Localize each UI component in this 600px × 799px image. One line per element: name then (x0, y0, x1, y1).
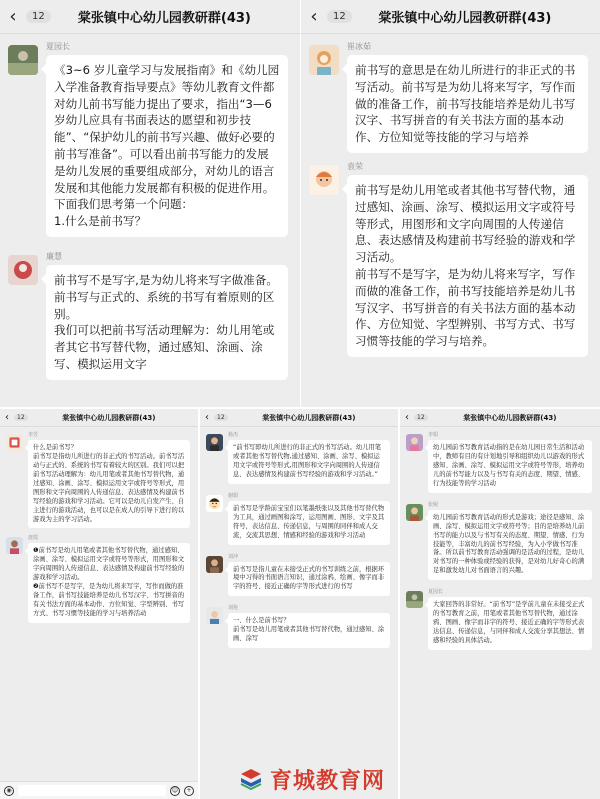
message-bubble[interactable]: 幼儿园前书写教育活动指的是在幼儿园日常生活和活动中，教师有目的有计划地引导和组织幼儿以游戏的形式感知、涂画、涂写、模拟运用文字或符号等形，培养幼儿的前书写能力以及与书写有关的态度、期望、情感、行为技能等的学习活动 (428, 440, 592, 493)
sender-name: 夏园长 (46, 42, 70, 51)
avatar[interactable] (206, 607, 223, 624)
sender-name: 张妮 (428, 501, 439, 508)
avatar[interactable] (8, 45, 38, 75)
avatar[interactable] (8, 255, 38, 285)
avatar[interactable] (406, 591, 423, 608)
message (200, 431, 398, 484)
back-icon[interactable]: ‹ (405, 411, 409, 423)
unread-count-badge[interactable]: 12 (26, 10, 51, 23)
chat-header (0, 409, 198, 427)
avatar[interactable] (406, 434, 423, 451)
back-icon[interactable]: ‹ (9, 5, 17, 27)
sender-name: 夏园长 (428, 589, 444, 596)
back-icon[interactable]: ‹ (310, 5, 318, 27)
message-list[interactable] (301, 35, 600, 407)
sender-name: 唐霞 (28, 535, 39, 542)
avatar[interactable] (206, 556, 223, 573)
message-list[interactable] (200, 428, 398, 799)
message (400, 431, 600, 493)
back-icon[interactable]: ‹ (205, 411, 209, 423)
message (200, 492, 398, 545)
message (400, 588, 600, 650)
unread-count-badge[interactable]: 12 (327, 10, 352, 23)
input-bar (0, 781, 198, 799)
chat-header (200, 409, 398, 427)
message-bubble[interactable]: 前书写不是写字,是为幼儿将来写字做准备。前书写与正式的、系统的书写有着原则的区别。 我们可以把前书写活动理解为：幼儿用笔或者其它书写替代物，通过感知、涂画、涂写、模拟运用文字 (46, 265, 288, 380)
sender-name: 崔冰茹 (347, 42, 371, 51)
avatar[interactable] (309, 45, 339, 75)
message-bubble[interactable]: “前书写即幼儿所进行的非正式的书写活动。幼儿用笔或者其他书写替代物,通过感知、涂画、涂写、模拟运用文字或符号等形式,用图形和文字向周围的人传递信息、表达感情及构建前书写经验的游戏和学习活动。” (228, 440, 390, 484)
avatar[interactable] (206, 434, 223, 451)
chat-title: 棠张镇中心幼儿园教研群(43) (378, 11, 552, 26)
avatar[interactable] (206, 495, 223, 512)
sender-name: 袁荣 (347, 161, 363, 171)
message (0, 431, 198, 528)
chat-header (400, 409, 600, 427)
site-watermark (238, 763, 385, 795)
watermark-text: 育城教育网 (270, 768, 386, 794)
chat-screenshot-3 (0, 409, 198, 799)
unread-count-badge[interactable]: 12 (214, 414, 228, 421)
avatar[interactable] (309, 165, 339, 195)
message (400, 501, 600, 581)
sender-name: 李芳 (28, 432, 39, 438)
message (0, 41, 300, 237)
unread-count-badge[interactable]: 12 (414, 414, 428, 421)
message-bubble[interactable]: 前书写是幼儿用笔或者其他书写替代物，通过感知、涂画、涂写、模拟运用文字或符号等形式，用图形和文字向周围的人传递信息、表达感情及构建前书写经验的游戏和学习活动。 前书写不是写字，是为幼儿将来写字，写作而做的准备工作，前书写技能培养是幼儿书写汉字、书写拼音的有关书法方面的基本动作、方位知觉、字型辨别、书写方式、书写习惯等技能的学习与培养。 (347, 175, 588, 357)
message (200, 604, 398, 648)
message (301, 161, 600, 357)
message (200, 553, 398, 597)
message (0, 534, 198, 623)
unread-count-badge[interactable]: 12 (14, 414, 28, 421)
sender-name: 刘冲 (228, 553, 239, 560)
message-bubble[interactable]: 前书写是指儿童在未接受正式的书写训练之前，根据环境中习得的书面语言知识，通过涂鸦、绘画、像字而非字的符号、接近正确的字等形式进行的书写 (228, 562, 390, 597)
chat-header (0, 0, 300, 34)
chat-screenshot-1 (0, 0, 300, 407)
site-logo-icon (238, 766, 264, 792)
sender-name: 刘艳 (228, 605, 239, 612)
emoji-icon[interactable]: ☺ (171, 787, 179, 794)
message (0, 251, 300, 380)
sender-name: 谢娟 (228, 492, 239, 499)
sender-name: 廉慧 (46, 251, 62, 261)
message-bubble[interactable]: 大家回答的非常好。“前书写”是学前儿童在未接受正式的书写教育之前，用笔或者其他书写替代物，通过涂鸦、图画、像字而非字的符号、接近正确的字等形式表达信息、传递信息，与同伴和成人交流分享其想法、情感和经验的具体活动。 (428, 597, 592, 650)
message-bubble[interactable]: 幼儿园前书写教育活动的形式是游戏；途径是感知、涂画、涂写、模拟运用文字或符号等；目的是培养幼儿前书写的能力以及与书写有关的态度、期望、情感、行为技能等，丰富幼儿的前书写经验，为入小学做书写准备。所以前书写教育活动强调的是活动的过程，是幼儿对书写的一种体验或经验的获得，是对幼儿好奇心的满足和激发幼儿对书面语言的兴趣。 (428, 510, 592, 581)
chat-title: 棠张镇中心幼儿园教研群(43) (463, 413, 557, 422)
sender-name: 杨杰 (228, 432, 239, 438)
chat-header (301, 0, 600, 34)
message-bubble[interactable]: 《3~6 岁儿童学习与发展指南》和《幼儿园入学准备教育指导要点》等幼儿教育文件都对幼儿前书写能力提出了要求，指出“3—6岁幼儿应具有书面表达的愿望和初步技能”、“保护幼儿的前书写兴趣、做好必要的前书写准备”。可以看出前书写能力的发展是幼儿发展的重要组成部分，对幼儿的语言发展和其他能力发展都有积极的促进作用。 下面我们思考第一个问题： 1.什么是前书写？ (46, 55, 288, 237)
avatar[interactable] (406, 504, 423, 521)
chat-screenshot-5 (400, 409, 600, 799)
avatar[interactable] (6, 537, 23, 554)
message (301, 41, 600, 153)
message-list[interactable] (0, 428, 198, 799)
avatar[interactable] (6, 434, 23, 451)
voice-icon[interactable]: ◉ (4, 786, 14, 796)
chat-title: 棠张镇中心幼儿园教研群(43) (62, 413, 156, 422)
message-input[interactable] (18, 785, 166, 796)
back-icon[interactable]: ‹ (5, 411, 9, 423)
chat-title: 棠张镇中心幼儿园教研群(43) (77, 11, 251, 26)
chat-title: 棠张镇中心幼儿园教研群(43) (262, 413, 356, 422)
sender-name: 李娟 (428, 432, 439, 438)
message-bubble[interactable]: 前书写是学龄前宝宝们以笔墨纸张以及其他书写替代物为工具，通过画图和涂写，运用图画、图形、文字及其符号，表达信息、传递信息，与周围的同伴和成人交流，交流其思想、情感和经验的游戏和学习活动 (228, 501, 390, 545)
plus-icon[interactable]: + (184, 786, 194, 796)
message-bubble[interactable]: 前书写的意思是在幼儿所进行的非正式的书写活动。前书写是为幼儿将来写字，写作而做的准备工作，前书写技能培养是幼儿书写汉字、书写拼音的有关书法方面的基本动作、方位知觉等技能的学习与培养 (347, 55, 588, 153)
message-list[interactable] (0, 35, 300, 407)
chat-screenshot-2 (301, 0, 600, 407)
chat-screenshot-4 (200, 409, 398, 799)
message-list[interactable] (400, 428, 600, 799)
message-bubble[interactable]: ❶前书写是幼儿用笔或者其他书写替代物，通过感知、涂画、涂写、模拟运用文字或符号等形式，用图形和文字向周围的人传递信息、表达感情及构建前书写经验的游戏和学习活动。 ❷前书写不是写字，是为幼儿将来写字，写作而做的准备工作，前书写技能培养是幼儿书写汉字、书写拼音的有关书法方面的基本动作、方位知觉、字型辨别、书写方式、书写习惯等技能的学习与培养活动 (28, 543, 190, 623)
message-bubble[interactable]: 什么是前书写？ 前书写是指幼儿所进行的非正式的书写活动。前书写活动与正式的、系统的书写有着较大的区别。我们可以把前书写活动理解为：幼儿用笔或者其他书写替代物，通过感知、涂画、涂写、模拟运用文字或符号等形式，用图形和文字向周围的人传递信息、表达感情及构建前书写经验的游戏和学习活动。它可以是幼儿自发产生、自主进行的游戏活动，也可以是在成人的引导下进行的以游戏为主的学习活动。 (28, 440, 190, 528)
message-bubble[interactable]: 一、什么是前书写？ 前书写是幼儿用笔或者其他书写替代物，通过感知、涂画、涂写 (228, 613, 390, 648)
